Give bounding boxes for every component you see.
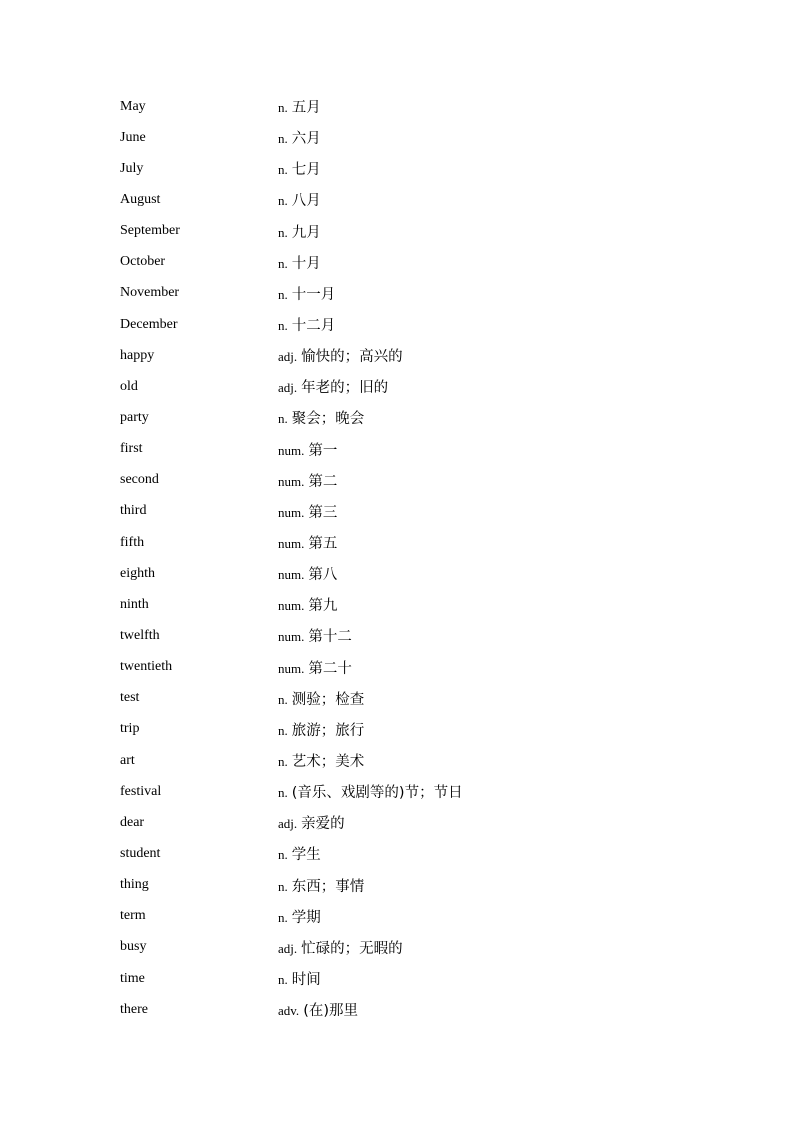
chinese-meaning: 七月 [291, 162, 321, 179]
chinese-meaning: 六月 [291, 131, 321, 148]
vocabulary-word: thing [120, 877, 149, 893]
vocabulary-word: art [120, 752, 135, 768]
vocabulary-definition [278, 937, 403, 958]
vocabulary-word: November [120, 285, 180, 301]
part-of-speech: n. [278, 909, 288, 925]
part-of-speech: num. [278, 629, 305, 645]
vocabulary-definition [278, 968, 321, 989]
chinese-meaning: 九月 [291, 224, 321, 241]
vocabulary-row [120, 496, 680, 527]
part-of-speech: n. [278, 224, 288, 240]
chinese-meaning: (在)那里 [303, 1003, 359, 1020]
chinese-meaning: 第九 [308, 598, 338, 615]
vocabulary-word: happy [120, 347, 155, 363]
vocabulary-word: October [120, 254, 166, 270]
chinese-meaning: 五月 [291, 100, 321, 117]
part-of-speech: n. [278, 255, 288, 271]
vocabulary-row [120, 870, 680, 901]
vocabulary-word: dear [120, 814, 145, 830]
vocabulary-row [120, 216, 680, 247]
part-of-speech: adj. [278, 349, 298, 365]
chinese-meaning: 十二月 [291, 318, 336, 335]
part-of-speech: n. [278, 318, 288, 334]
vocabulary-word: term [120, 908, 146, 924]
vocabulary-word: there [120, 1001, 148, 1017]
vocabulary-row [120, 652, 680, 683]
vocabulary-row [120, 371, 680, 402]
chinese-meaning: 第三 [308, 504, 338, 521]
vocabulary-row [120, 683, 680, 714]
vocabulary-word: ninth [120, 596, 149, 612]
vocabulary-row [120, 247, 680, 278]
part-of-speech: num. [278, 567, 305, 583]
vocabulary-word: party [120, 409, 149, 425]
part-of-speech: adj. [278, 940, 298, 956]
part-of-speech: num. [278, 536, 305, 552]
part-of-speech: n. [278, 847, 288, 863]
vocabulary-definition [278, 843, 321, 864]
vocabulary-definition [278, 314, 335, 335]
chinese-meaning: 艺术；美术 [291, 754, 365, 771]
vocabulary-list [120, 91, 680, 1025]
chinese-meaning: 第二 [308, 473, 338, 490]
vocabulary-row [120, 807, 680, 838]
chinese-meaning: 愉快的；高兴的 [301, 349, 403, 366]
vocabulary-definition [278, 688, 364, 709]
vocabulary-row [120, 994, 680, 1025]
part-of-speech: n. [278, 754, 288, 770]
vocabulary-row [120, 776, 680, 807]
vocabulary-definition [278, 96, 321, 117]
chinese-meaning: 第二十 [308, 660, 352, 677]
chinese-meaning: 第八 [308, 567, 338, 584]
vocabulary-word: festival [120, 783, 162, 799]
vocabulary-definition [278, 345, 403, 366]
vocabulary-definition [278, 563, 337, 584]
vocabulary-row [120, 153, 680, 184]
part-of-speech: n. [278, 972, 288, 987]
vocabulary-definition [278, 906, 321, 927]
chinese-meaning: 忙碌的；无暇的 [301, 940, 403, 957]
vocabulary-row [120, 434, 680, 465]
part-of-speech: num. [278, 504, 305, 520]
part-of-speech: num. [278, 473, 305, 489]
chinese-meaning: 学生 [291, 847, 321, 864]
part-of-speech: adj. [278, 380, 298, 396]
vocabulary-definition [278, 812, 345, 833]
chinese-meaning: 第一 [308, 442, 338, 459]
chinese-meaning: 十一月 [291, 286, 336, 303]
vocabulary-row [120, 901, 680, 932]
chinese-meaning: 年老的；旧的 [301, 380, 389, 397]
chinese-meaning: 亲爱的 [301, 816, 345, 833]
vocabulary-word: August [120, 191, 161, 207]
vocabulary-row [120, 340, 680, 371]
vocabulary-word: twelfth [120, 627, 160, 643]
vocabulary-definition [278, 407, 364, 428]
vocabulary-word: trip [120, 721, 140, 737]
vocabulary-definition [278, 127, 321, 148]
vocabulary-definition [278, 781, 463, 802]
chinese-meaning: 八月 [291, 193, 321, 210]
vocabulary-row [120, 589, 680, 620]
part-of-speech: num. [278, 660, 305, 676]
part-of-speech: n. [278, 411, 288, 427]
vocabulary-definition [278, 657, 352, 678]
vocabulary-row [120, 620, 680, 651]
vocabulary-word: June [120, 129, 146, 145]
part-of-speech: n. [278, 691, 288, 707]
vocabulary-definition [278, 719, 364, 740]
vocabulary-word: twentieth [120, 659, 173, 675]
vocabulary-row [120, 122, 680, 153]
chinese-meaning: 测验；检查 [291, 691, 365, 708]
chinese-meaning: 十月 [291, 255, 321, 272]
vocabulary-word: third [120, 503, 147, 519]
part-of-speech: num. [278, 442, 305, 458]
vocabulary-word: July [120, 160, 144, 176]
part-of-speech: n. [278, 286, 288, 302]
part-of-speech: n. [278, 722, 288, 738]
vocabulary-word: second [120, 472, 159, 488]
vocabulary-row [120, 465, 680, 496]
vocabulary-row [120, 932, 680, 963]
vocabulary-row [120, 838, 680, 869]
part-of-speech: n. [278, 162, 288, 178]
vocabulary-definition [278, 501, 337, 522]
chinese-meaning: 学期 [291, 909, 321, 926]
vocabulary-word: eighth [120, 565, 155, 581]
chinese-meaning: 第五 [308, 536, 338, 553]
vocabulary-definition [278, 999, 358, 1020]
vocabulary-row [120, 309, 680, 340]
vocabulary-row [120, 714, 680, 745]
chinese-meaning: 旅游；旅行 [291, 722, 365, 739]
vocabulary-definition [278, 470, 337, 491]
chinese-meaning: 第十二 [308, 629, 352, 646]
vocabulary-word: time [120, 970, 145, 986]
chinese-meaning: 聚会；晚会 [291, 411, 365, 428]
part-of-speech: n. [278, 193, 288, 209]
chinese-meaning: 东西；事情 [291, 878, 365, 895]
vocabulary-word: fifth [120, 534, 145, 550]
vocabulary-row [120, 278, 680, 309]
part-of-speech: n. [278, 785, 288, 801]
vocabulary-row [120, 91, 680, 122]
vocabulary-definition [278, 439, 337, 460]
part-of-speech: adj. [278, 816, 298, 832]
vocabulary-row [120, 745, 680, 776]
vocabulary-definition [278, 189, 321, 210]
vocabulary-definition [278, 875, 364, 896]
vocabulary-definition [278, 158, 321, 179]
vocabulary-word: December [120, 316, 178, 332]
vocabulary-definition [278, 252, 321, 273]
vocabulary-word: student [120, 845, 161, 861]
vocabulary-definition [278, 376, 388, 397]
vocabulary-definition [278, 283, 335, 304]
vocabulary-word: September [120, 223, 180, 239]
vocabulary-definition [278, 594, 337, 615]
vocabulary-row [120, 402, 680, 433]
part-of-speech: n. [278, 100, 288, 116]
vocabulary-definition [278, 625, 352, 646]
chinese-meaning: (音乐、戏剧等的)节；节日 [291, 785, 463, 802]
vocabulary-word: May [120, 98, 146, 114]
part-of-speech: n. [278, 878, 288, 894]
vocabulary-row [120, 184, 680, 215]
part-of-speech: num. [278, 598, 305, 614]
part-of-speech: n. [278, 131, 288, 147]
vocabulary-word: first [120, 441, 143, 457]
vocabulary-word: busy [120, 939, 147, 955]
vocabulary-row [120, 963, 680, 994]
vocabulary-definition [278, 221, 321, 242]
vocabulary-word: old [120, 378, 138, 394]
vocabulary-definition [278, 532, 337, 553]
vocabulary-word: test [120, 690, 140, 706]
part-of-speech: adv. [278, 1003, 300, 1019]
vocabulary-row [120, 558, 680, 589]
vocabulary-row [120, 527, 680, 558]
chinese-meaning: 时间 [291, 972, 321, 988]
vocabulary-definition [278, 750, 364, 771]
